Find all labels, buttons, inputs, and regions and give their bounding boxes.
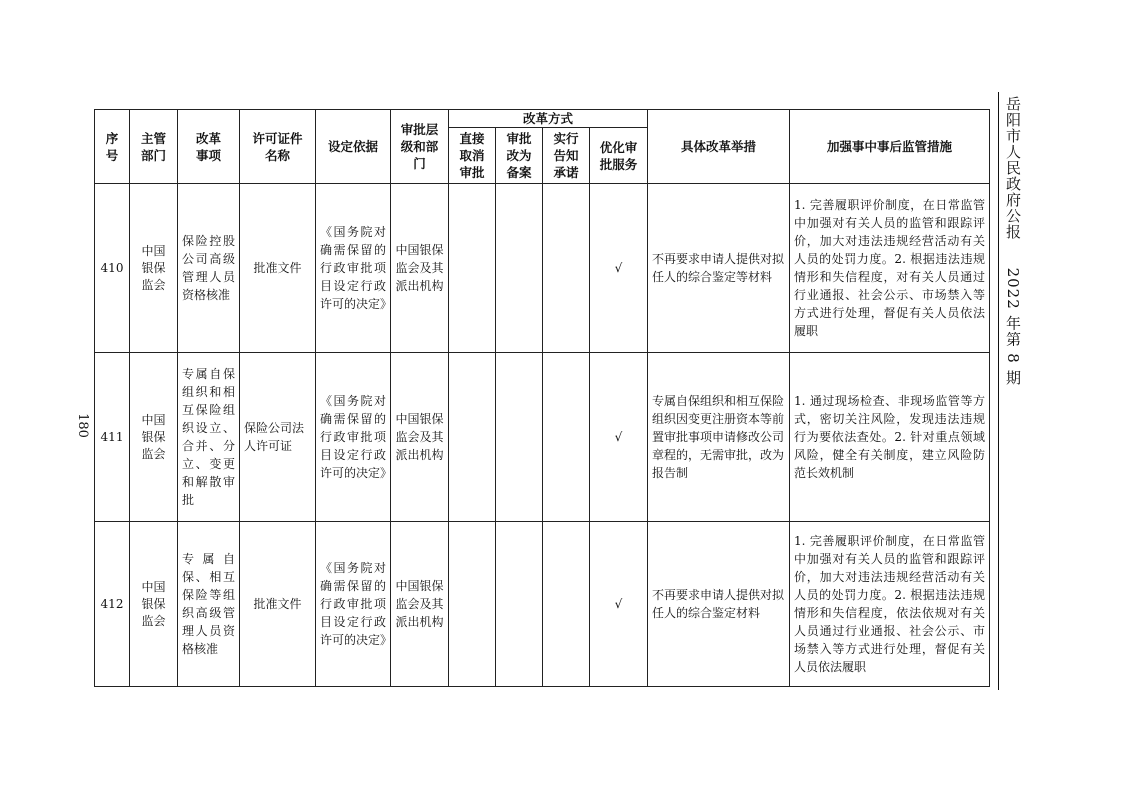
cell-dept: 中国银保监会 [130,522,178,687]
cell-license: 保险公司法人许可证 [240,353,316,522]
col-header-method: 改革方式 [449,110,648,128]
col-header-m1: 直接取消审批 [449,128,496,184]
col-header-basis: 设定依据 [316,110,391,184]
journal-title: 岳阳市人民政府公报 [1004,96,1022,240]
cell-license: 批准文件 [240,184,316,353]
col-header-seq: 序号 [95,110,130,184]
table-row [95,522,990,687]
col-header-m2: 审批改为备案 [496,128,543,184]
reform-items-table [94,109,990,687]
cell-m1 [449,522,496,687]
cell-measures: 不再要求申请人提供对拟任人的综合鉴定等材料 [648,184,790,353]
cell-seq: 410 [95,184,130,353]
cell-m3 [543,184,590,353]
cell-m1 [449,353,496,522]
col-header-m4: 优化审批服务 [590,128,648,184]
cell-m2 [496,184,543,353]
cell-dept: 中国银保监会 [130,184,178,353]
col-header-m3: 实行告知承诺 [543,128,590,184]
cell-supervision: 1. 完善履职评价制度，在日常监管中加强对有关人员的监管和跟踪评价，加大对违法违规经营活动有关人员的处罚力度。2. 根据违法违规情形和失信程度，依法依规对有关人员通过行业通报、社会公示、市场禁入等方式进行处理，督促有关人员依法履职 [790,522,990,687]
cell-basis: 《国务院对确需保留的行政审批项目设定行政许可的决定》 [316,184,391,353]
cell-m3 [543,522,590,687]
issue-number: 2022 年第 8 期 [1004,267,1022,386]
cell-supervision: 1. 完善履职评价制度，在日常监管中加强对有关人员的监管和跟踪评价，加大对违法违规经营活动有关人员的处罚力度。2. 根据违法违规情形和失信程度，对有关人员通过行业通报、社会公示、市场禁入等方式进行处理，督促有关人员依法履职 [790,184,990,353]
table-row [95,353,990,522]
cell-level: 中国银保监会及其派出机构 [391,353,449,522]
col-header-supervision: 加强事中事后监管措施 [790,110,990,184]
header-row-1 [95,110,990,128]
col-header-level: 审批层级和部门 [391,110,449,184]
col-header-license: 许可证件名称 [240,110,316,184]
cell-measures: 专属自保组织和相互保险组织因变更注册资本等前置审批事项申请修改公司章程的，无需审批，改为报告制 [648,353,790,522]
col-header-item: 改革事项 [178,110,240,184]
cell-item: 保险控股公司高级管理人员资格核准 [178,184,240,353]
running-head [1004,96,1024,386]
cell-m4-check: √ [590,353,648,522]
table-row [95,184,990,353]
cell-basis: 《国务院对确需保留的行政审批项目设定行政许可的决定》 [316,522,391,687]
col-header-measures: 具体改革举措 [648,110,790,184]
right-margin-rule [998,92,999,690]
cell-m2 [496,353,543,522]
col-header-dept: 主管部门 [130,110,178,184]
cell-item: 专属自保组织和相互保险组织设立、合并、分立、变更和解散审批 [178,353,240,522]
cell-level: 中国银保监会及其派出机构 [391,522,449,687]
cell-basis: 《国务院对确需保留的行政审批项目设定行政许可的决定》 [316,353,391,522]
cell-item: 专属自保、相互保险等组织高级管理人员资格核准 [178,522,240,687]
cell-m2 [496,522,543,687]
cell-seq: 412 [95,522,130,687]
cell-dept: 中国银保监会 [130,353,178,522]
cell-m4-check: √ [590,522,648,687]
cell-m4-check: √ [590,184,648,353]
cell-supervision: 1. 通过现场检查、非现场监管等方式，密切关注风险，发现违法违规行为要依法查处。2. 针对重点领域风险，健全有关制度，建立风险防范长效机制 [790,353,990,522]
cell-m3 [543,353,590,522]
cell-measures: 不再要求申请人提供对拟任人的综合鉴定材料 [648,522,790,687]
page-number: 180 [74,413,90,438]
cell-seq: 411 [95,353,130,522]
cell-m1 [449,184,496,353]
cell-license: 批准文件 [240,522,316,687]
cell-level: 中国银保监会及其派出机构 [391,184,449,353]
